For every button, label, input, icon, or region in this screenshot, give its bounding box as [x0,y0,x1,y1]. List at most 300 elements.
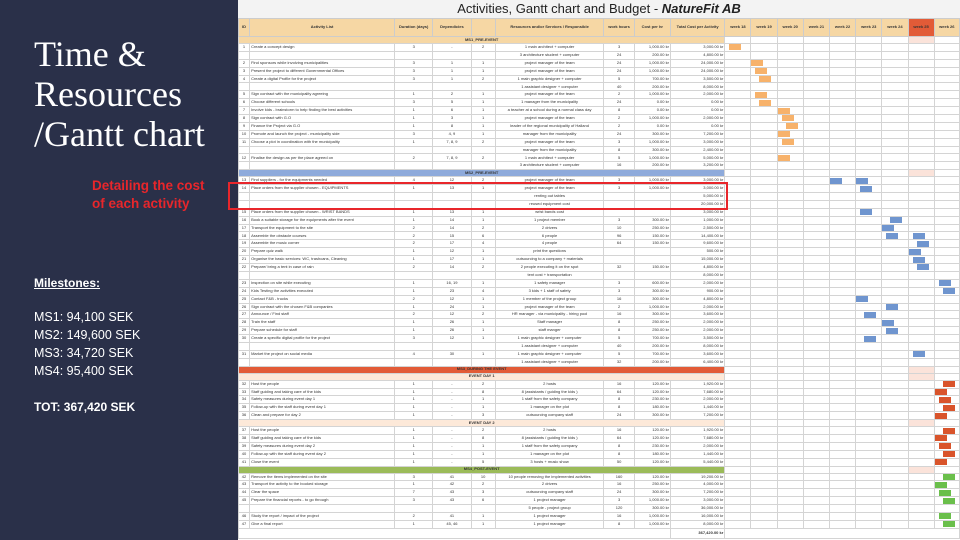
cell-duration: 3 [395,130,433,138]
cell-dependencies: 23 [433,287,471,295]
gantt-cell [751,466,777,473]
cell-dependencies: 15 [433,232,471,240]
cell-total: 24,000.00 kr [670,67,724,75]
cell-resources: outsourcing company staff [495,489,604,497]
cell-dependencies: - [433,44,471,52]
gantt-cell [725,130,751,138]
cell-activity: Sign contract with the municipality agreeing [250,91,395,99]
gantt-cell [777,342,803,350]
gantt-bar [759,76,771,82]
cell-hours: 3 [604,279,634,287]
cell-activity: Create a specific digital profile for the project [250,335,395,343]
cell-hours: 3 [604,44,634,52]
gantt-cell [777,497,803,505]
cell-id: 19 [239,240,250,248]
gantt-cell [725,442,751,450]
gantt-cell [934,177,959,185]
gantt-cell [908,466,934,473]
cell-total: 2,400.00 kr [670,146,724,154]
cell-cost-per-hr: 700.00 kr [634,350,670,358]
cell-duration: 4 [395,177,433,185]
gantt-cell [934,327,959,335]
gantt-cell [751,303,777,311]
gantt-cell [777,512,803,520]
cell-cost-per-hr: 180.00 kr [634,450,670,458]
cell-count: 2 [471,481,495,489]
gantt-cell [777,67,803,75]
cell-resources: 1 main graphic designer + computer [495,335,604,343]
gantt-cell [856,256,882,264]
gantt-cell [803,248,829,256]
gantt-cell [882,240,908,248]
cell-activity: Choose a plot in coordination with the municipality [250,138,395,146]
cell-cost-per-hr: 1,000.00 kr [634,154,670,162]
gantt-cell [882,122,908,130]
gantt-cell [882,512,908,520]
cell-count: 8 [471,434,495,442]
gantt-cell [934,380,959,388]
cell-hours: 16 [604,481,634,489]
gantt-bar [786,123,798,129]
cell-count: 2 [471,264,495,272]
gantt-cell [725,295,751,303]
gantt-cell [934,404,959,412]
table-row [239,59,960,67]
gantt-cell [725,67,751,75]
cell-duration: 2 [395,224,433,232]
gantt-cell [882,83,908,91]
cell-duration: 1 [395,122,433,130]
cell-dependencies [433,146,471,154]
cell-resources: project manager of the team [495,177,604,185]
cell-dependencies: - [433,388,471,396]
gantt-bar [856,296,868,302]
gantt-cell [882,366,908,373]
gantt-cell [803,396,829,404]
gantt-cell [908,412,934,420]
cell-total: 14,400.00 kr [670,232,724,240]
cell-resources: project manager of the team [495,91,604,99]
gantt-cell [829,505,855,513]
gantt-cell [803,311,829,319]
gantt-cell [777,373,803,380]
gantt-cell [908,240,934,248]
cell-cost-per-hr: 200.00 kr [634,51,670,59]
gantt-cell [725,335,751,343]
cell-cost-per-hr: 1,000.00 kr [634,497,670,505]
gantt-cell [882,115,908,123]
cell-count: 1 [471,350,495,358]
gantt-cell [882,146,908,154]
cell-id: 22 [239,264,250,272]
cell-hours: 8 [604,107,634,115]
cell-count: 1 [471,520,495,528]
gantt-cell [777,122,803,130]
gantt-bar [830,178,842,184]
gantt-cell [777,170,803,177]
gantt-cell [725,240,751,248]
gantt-cell [856,67,882,75]
gantt-cell [803,200,829,208]
cell-duration: 1 [395,138,433,146]
cell-hours: 2 [604,91,634,99]
cell-hours: 64 [604,434,634,442]
cell-count: 1 [471,327,495,335]
gantt-cell [908,44,934,52]
table-row [239,434,960,442]
cell-dependencies: 12 [433,295,471,303]
gantt-cell [803,185,829,193]
cell-activity: Prepare the financial reports - to go through [250,497,395,505]
cell-dependencies [433,162,471,170]
cell-hours: 8 [604,442,634,450]
cell-activity: Staff guiding and taking care of the kids [250,434,395,442]
cell-duration: 1 [395,427,433,435]
cell-total: 3,000.00 kr [670,497,724,505]
cell-id: 20 [239,248,250,256]
gantt-cell [882,208,908,216]
cell-id: 18 [239,232,250,240]
week-header: week 24 [882,19,908,37]
gantt-cell [777,358,803,366]
gantt-cell [803,420,829,427]
cell-total: 8,000.00 kr [670,520,724,528]
cell-id: 34 [239,396,250,404]
table-row [239,350,960,358]
gantt-cell [777,420,803,427]
gantt-cell [725,466,751,473]
cell-resources: 8 (assistants / guiding the kids ) [495,434,604,442]
gantt-cell [777,505,803,513]
cell-count: 1 [471,130,495,138]
gantt-cell [751,442,777,450]
table-row [239,99,960,107]
gantt-cell [803,224,829,232]
gantt-cell [882,177,908,185]
gantt-cell [725,99,751,107]
cell-activity: Safety measures during event day 2 [250,442,395,450]
cell-total: 3,000.00 kr [670,44,724,52]
gantt-cell [777,350,803,358]
gantt-cell [908,216,934,224]
gantt-cell [777,177,803,185]
gantt-cell [803,466,829,473]
gantt-cell [751,37,777,44]
cell-duration: 3 [395,473,433,481]
table-row [239,75,960,83]
cell-id: 16 [239,216,250,224]
cell-resources: 3 architecture student + computer [495,162,604,170]
cell-duration: 1 [395,404,433,412]
gantt-cell [882,67,908,75]
gantt-cell [751,520,777,528]
cell-hours: 3 [604,177,634,185]
gantt-cell [751,481,777,489]
gantt-cell [908,185,934,193]
cell-total: 2,500.00 kr [670,224,724,232]
cell-activity: Host the people [250,427,395,435]
cell-id: 29 [239,327,250,335]
gantt-cell [803,146,829,154]
cell-resources: print the questions [495,248,604,256]
gantt-cell [725,505,751,513]
gantt-cell [829,146,855,154]
gantt-cell [934,497,959,505]
gantt-cell [803,358,829,366]
cell-duration: 2 [395,295,433,303]
cell-total: 3,600.00 kr [670,311,724,319]
gantt-cell [725,51,751,59]
gantt-cell [725,59,751,67]
gantt-cell [882,450,908,458]
gantt-cell [751,404,777,412]
gantt-cell [908,442,934,450]
gantt-cell [777,271,803,279]
cell-dependencies: 14 [433,224,471,232]
cell-activity: Study the report / impact of the project [250,512,395,520]
cell-resources: project manager of the team [495,67,604,75]
cell-total: 6,400.00 kr [670,358,724,366]
gantt-cell [934,458,959,466]
gantt-cell [856,412,882,420]
gantt-cell [856,396,882,404]
cell-activity: Remove the items implemented on the site [250,473,395,481]
gantt-cell [751,319,777,327]
gantt-cell [751,380,777,388]
gantt-cell [751,59,777,67]
cell-activity: Create a concept design [250,44,395,52]
cell-total: 20,000.00 kr [670,200,724,208]
gantt-cell [908,162,934,170]
cell-count: 3 [471,489,495,497]
gantt-cell [934,240,959,248]
gantt-cell [725,115,751,123]
cell-hours: 5 [604,335,634,343]
gantt-cell [803,51,829,59]
gantt-cell [777,146,803,154]
gantt-cell [934,67,959,75]
gantt-cell [856,185,882,193]
cell-cost-per-hr: 230.00 kr [634,442,670,450]
gantt-cell [934,342,959,350]
cell-cost-per-hr: 180.00 kr [634,404,670,412]
cell-hours: 24 [604,51,634,59]
gantt-cell [803,271,829,279]
table-row [239,44,960,52]
gantt-cell [725,497,751,505]
gantt-cell [882,311,908,319]
cell-id: 36 [239,412,250,420]
cell-count [471,51,495,59]
cell-activity [250,271,395,279]
gantt-cell [934,466,959,473]
gantt-cell [725,342,751,350]
gantt-cell [882,350,908,358]
gantt-cell [751,51,777,59]
gantt-cell [725,232,751,240]
gantt-bar [939,280,951,286]
gantt-cell [934,489,959,497]
gantt-cell [803,83,829,91]
gantt-cell [829,412,855,420]
gantt-cell [829,37,855,44]
gantt-cell [751,193,777,201]
cell-duration: 1 [395,412,433,420]
gantt-cell [829,434,855,442]
gantt-cell [856,358,882,366]
gantt-cell [882,51,908,59]
milestone-section-row [239,366,960,373]
gantt-cell [777,311,803,319]
cell-resources: outsourcing company staff [495,412,604,420]
gantt-bar [864,336,876,342]
gantt-bar [935,389,947,395]
gantt-cell [725,75,751,83]
gantt-cell [829,404,855,412]
gantt-cell [908,264,934,272]
table-row [239,404,960,412]
gantt-cell [856,107,882,115]
gantt-cell [908,83,934,91]
gantt-cell [751,489,777,497]
gantt-cell [856,224,882,232]
gantt-cell [777,75,803,83]
gantt-cell [934,512,959,520]
gantt-cell [908,115,934,123]
cell-hours: 64 [604,388,634,396]
cell-activity: Follow-up with the staff during event day 2 [250,450,395,458]
gantt-cell [777,37,803,44]
cell-activity [250,505,395,513]
cell-activity: Follow-up with the staff during event day 1 [250,404,395,412]
cell-cost-per-hr [634,256,670,264]
gantt-cell [829,380,855,388]
cell-resources: 1 assistant designer + computer [495,358,604,366]
gantt-cell [856,458,882,466]
gantt-cell [751,200,777,208]
cell-id [239,83,250,91]
cell-total: 1,000.00 kr [670,216,724,224]
gantt-cell [882,138,908,146]
gantt-cell [803,303,829,311]
cell-duration: 1 [395,303,433,311]
cell-count: 1 [471,91,495,99]
cell-duration [395,505,433,513]
cell-dependencies: 14 [433,216,471,224]
cell-hours: 96 [604,232,634,240]
gantt-cell [856,193,882,201]
gantt-cell [751,420,777,427]
cell-activity: Sign contract with the chosen F&B companies [250,303,395,311]
table-row [239,303,960,311]
gantt-cell [777,287,803,295]
cell-cost-per-hr: 1,000.00 kr [634,303,670,311]
cell-dependencies: 26 [433,327,471,335]
table-row [239,115,960,123]
gantt-cell [829,358,855,366]
gantt-cell [856,37,882,44]
cell-hours [604,248,634,256]
total-spacer [725,528,960,538]
cell-dependencies: - [433,396,471,404]
gantt-cell [751,162,777,170]
cell-dependencies [433,505,471,513]
cell-activity: Prepare/ bring a tent in case of rain [250,264,395,272]
gantt-cell [751,279,777,287]
header-row [239,19,960,37]
gantt-cell [777,427,803,435]
cell-resources: project manager of the team [495,59,604,67]
gantt-cell [829,51,855,59]
gantt-cell [777,327,803,335]
gantt-cell [777,319,803,327]
gantt-cell [856,75,882,83]
gantt-cell [803,512,829,520]
gantt-cell [725,264,751,272]
gantt-cell [856,138,882,146]
gantt-cell [829,59,855,67]
cell-resources: 2 people executing it on the spot [495,264,604,272]
cell-id: 8 [239,115,250,123]
gantt-cell [934,388,959,396]
gantt-cell [725,458,751,466]
cell-id: 15 [239,208,250,216]
gantt-cell [751,154,777,162]
gantt-cell [803,130,829,138]
gantt-cell [908,232,934,240]
gantt-cell [725,216,751,224]
cell-total: 3,000.00 kr [670,208,724,216]
gantt-cell [725,154,751,162]
gantt-cell [856,115,882,123]
cell-total: 2,000.00 kr [670,279,724,287]
cell-resources: staff manger [495,327,604,335]
gantt-cell [725,450,751,458]
cell-resources: 1 main architect + computer [495,44,604,52]
cell-count: 1 [471,216,495,224]
gantt-cell [829,185,855,193]
spreadsheet [238,0,960,540]
gantt-cell [882,458,908,466]
cell-dependencies: - [433,458,471,466]
cell-activity: Organise the basic services: WC, trashcans, Cleaning [250,256,395,264]
column-header: Resources and/or Services / Responsible [495,19,604,37]
gantt-cell [882,107,908,115]
gantt-cell [829,224,855,232]
cell-dependencies: - [433,434,471,442]
gantt-cell [829,481,855,489]
cell-resources: 3 hosts + music show [495,458,604,466]
gantt-cell [856,489,882,497]
cell-duration: 1 [395,185,433,193]
cell-hours: 2 [604,115,634,123]
cell-duration [395,358,433,366]
cell-activity: Finance the Project via G.O [250,122,395,130]
cell-activity: Assemble the music corner [250,240,395,248]
gantt-bar [778,108,790,114]
gantt-cell [829,264,855,272]
cell-total: 900.00 kr [670,287,724,295]
gantt-cell [908,59,934,67]
gantt-cell [803,240,829,248]
cell-activity: Finalise the design as per the place agreed on [250,154,395,162]
gantt-cell [725,248,751,256]
gantt-cell [934,193,959,201]
gantt-cell [934,350,959,358]
table-row [239,256,960,264]
gantt-cell [908,497,934,505]
gantt-cell [777,396,803,404]
